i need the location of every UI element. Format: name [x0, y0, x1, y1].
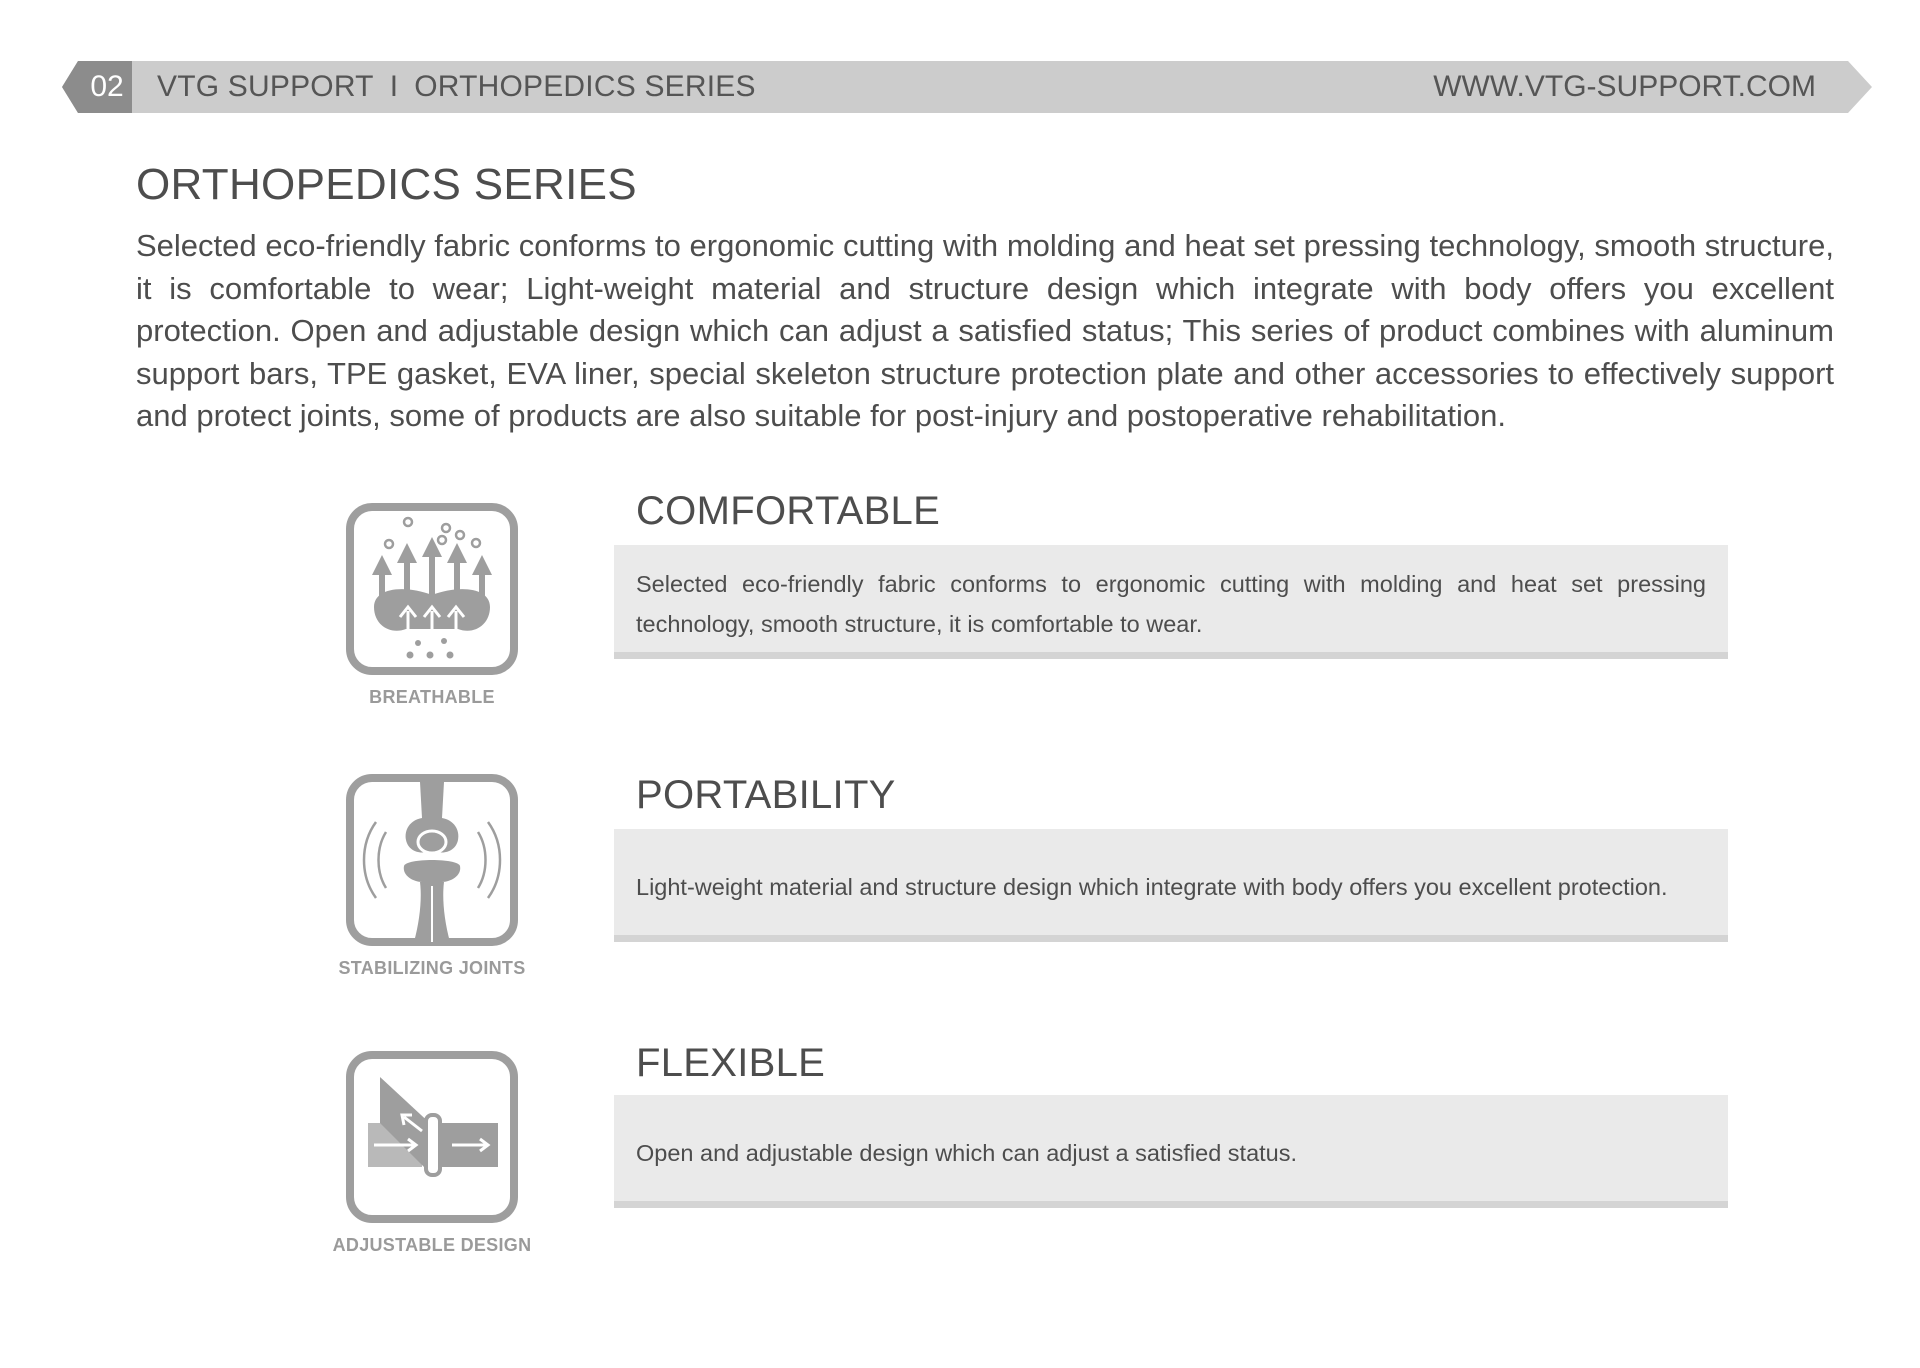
breathable-icon: [346, 503, 518, 675]
feature-title-comfortable: COMFORTABLE: [636, 489, 941, 533]
feature-title-flexible: FLEXIBLE: [636, 1041, 826, 1085]
intro-paragraph: Selected eco-friendly fabric conforms to ergonomic cutting with molding and heat set pressing technology, smooth structure, it is comfortable to wear; Light-weight material and structure design which integrate with body offers you excellent protection. Open and adjustable design which can adjust a satisfied status; This series of product combines with aluminum support bars, TPE gasket, EVA liner, special skeleton structure protection plate and other accessories to effectively support and protect joints, some of products are also suitable for post-injury and postoperative rehabilitation.: [136, 228, 1834, 433]
header-website: WWW.VTG-SUPPORT.COM: [1433, 70, 1816, 103]
page-title: ORTHOPEDICS SERIES: [136, 160, 637, 209]
page-number: 02: [90, 70, 124, 103]
adjustable-design-label: ADJUSTABLE DESIGN: [332, 1235, 532, 1255]
header-section: ORTHOPEDICS SERIES: [414, 70, 756, 103]
feature-text-comfortable: Selected eco-friendly fabric conforms to ergonomic cutting with molding and heat set pressing technology, smooth structure, it is comfortable to wear.: [636, 570, 1706, 637]
feature-text-flexible: Open and adjustable design which can adjust a satisfied status.: [636, 1140, 1298, 1166]
breathable-label: BREATHABLE: [369, 687, 495, 707]
adjustable-strap-icon: [346, 1051, 518, 1223]
knee-joint-icon: [346, 774, 518, 946]
header-separator: I: [389, 70, 399, 103]
header-brand: VTG SUPPORT: [157, 70, 374, 103]
header-band: [62, 61, 1872, 113]
feature-box-flexible: [614, 1095, 1728, 1208]
feature-box-comfortable: [614, 545, 1728, 659]
header-title: [157, 61, 756, 113]
feature-title-portability: PORTABILITY: [636, 773, 896, 817]
feature-text-portability: Light-weight material and structure design which integrate with body offers you excellent protection.: [636, 874, 1668, 900]
stabilizing-joints-label: STABILIZING JOINTS: [338, 958, 526, 978]
feature-box-portability: [614, 829, 1728, 942]
